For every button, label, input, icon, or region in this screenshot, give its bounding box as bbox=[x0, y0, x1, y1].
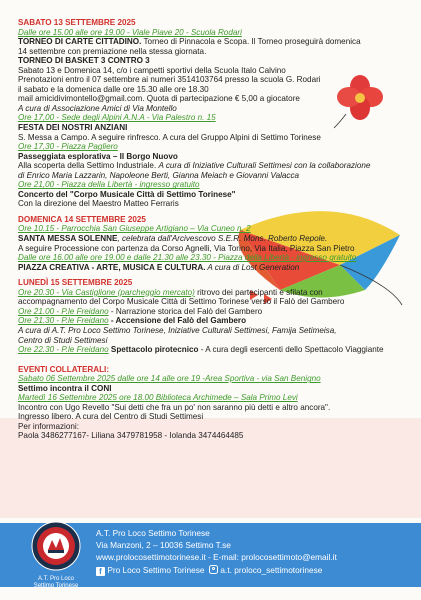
events-line-5: Ingresso libero. A cura del Centro di Studi Settimesi bbox=[18, 412, 204, 422]
mon-line-2: accompagnamento del Corpo Musicale Città di Settimo Torinese verso il Falò del Gambero bbox=[18, 297, 345, 307]
sun-mass-desc: , celebrata dall'Arcivescovo S.E.R. Mons. Roberto Repole. bbox=[117, 234, 328, 244]
sun-line-5 bbox=[18, 263, 410, 273]
mon-fireworks-desc: - A cura degli esercenti dello Spettacolo Viaggiante bbox=[198, 345, 384, 355]
footer-social bbox=[96, 564, 337, 576]
footer-web[interactable]: www.prolocosettimotorinese.it - E-mail: prolocosettimoto@email.it bbox=[96, 552, 337, 563]
sat-walk-title: Passeggiata esplorativa – Il Borgo Nuovo bbox=[18, 151, 178, 161]
mon-line-1 bbox=[18, 288, 410, 298]
sat-time-4: Ore 21,00 - Piazza della Libertà - ingresso gratuito bbox=[18, 180, 200, 190]
mon-desc-1: ritrovo dei partecipanti e sfilata con bbox=[194, 287, 323, 297]
facebook-icon[interactable]: f bbox=[96, 567, 105, 576]
logo-text-2: Settimo Torinese bbox=[33, 583, 79, 589]
sat-line-3: 14 settembre con premiazione nella stessa giornata. bbox=[18, 46, 207, 56]
footer-address: Via Manzoni, 2 – 10036 Settimo T.se bbox=[96, 540, 231, 551]
mon-time-1: Ore 20.30 - Via Castiglione (parcheggio mercato) bbox=[18, 287, 195, 297]
mon-time-2: Ore 21.00 - P.le Freidano bbox=[18, 306, 109, 316]
sat-card-desc: Torneo di Pinnacola e Scopa. Il Torneo proseguirà domenica bbox=[141, 37, 361, 47]
sat-line-19: Con la direzione del Maestro Matteo Ferraris bbox=[18, 199, 179, 209]
sat-line-2 bbox=[18, 37, 410, 47]
mon-line-7 bbox=[18, 345, 410, 355]
sun-piazza-credit: A cura di Lost Generation bbox=[205, 262, 300, 272]
sat-time-1: Dalle ore 15.00 alle ore 19.00 - Viale Piave 20 - Scuola Rodari bbox=[18, 27, 242, 37]
section-heading-sun: DOMENICA 14 SETTEMBRE 2025 bbox=[18, 214, 146, 224]
program bbox=[18, 18, 410, 441]
section-heading-mon: LUNEDÌ 15 SETTEMBRE 2025 bbox=[18, 278, 133, 288]
instagram-icon[interactable] bbox=[209, 565, 218, 574]
mon-desc-2: - Narrazione storica del Falò del Gambero bbox=[108, 306, 263, 316]
mon-line-4 bbox=[18, 316, 410, 326]
mon-time-4: Ore 22.30 - P.le Freidano bbox=[18, 345, 109, 355]
sat-card-title: TORNEO DI CARTE CITTADINO. bbox=[18, 37, 142, 47]
events-coni-title: Settimo incontra il CONI bbox=[18, 383, 112, 393]
events-time-1: Sabato 06 Settembre 2025 dalle ore 14 alle ore 19 -Area Sportiva - via San Benigno bbox=[18, 374, 321, 384]
sat-line-8: mail amicidivimontello@gmail.com. Quota di partecipazione € 5,00 a giocatore bbox=[18, 94, 300, 104]
sat-concert-title: Concerto del "Corpo Musicale Città di Settimo Torinese" bbox=[18, 189, 236, 199]
sat-line-6: Prenotazioni entro il 07 settembre ai numeri 3514103764 presso la scuola G. Rodari bbox=[18, 75, 321, 85]
sat-line-12: S. Messa a Campo. A seguire rinfresco. A cura del Gruppo Alpini di Settimo Torinese bbox=[18, 132, 321, 142]
sun-line-3: A seguire Processione con partenza da Corso Agnelli, Via Torino, Via Italia, Piazza San Pietro bbox=[18, 243, 355, 253]
sun-piazza-title: PIAZZA CREATIVA - ARTE, MUSICA E CULTURA. bbox=[18, 262, 206, 272]
footer bbox=[0, 523, 421, 587]
sat-line-5: Sabato 13 e Domenica 14, c/o i campetti sportivi della Scuola Italo Calvino bbox=[18, 65, 286, 75]
sun-line-2 bbox=[18, 234, 410, 244]
events-time-2: Martedì 16 Settembre 2025 ore 18.00 Biblioteca Archimede – Sala Primo Levi bbox=[18, 393, 298, 403]
section-heading-events: EVENTI COLLATERALI: bbox=[18, 364, 110, 374]
sun-mass-title: SANTA MESSA SOLENNE bbox=[18, 234, 118, 244]
mon-line-5: A cura di A.T. Pro Loco Settimo Torinese, Iniziative Culturali Settimesi, Famija Setimeisa, bbox=[18, 325, 337, 335]
mon-fireworks-title: Spettacolo pirotecnico bbox=[108, 345, 199, 355]
mon-line-3 bbox=[18, 307, 410, 317]
section-heading-sat: SABATO 13 SETTEMBRE 2025 bbox=[18, 18, 136, 27]
sun-time-2: Dalle ore 16.00 alle ore 19.00 e dalle 21.30 alle 23.30 - Piazza della Libertà - ingresso gratuito bbox=[18, 253, 357, 263]
sat-line-9: A cura di Associazione Amici di Via Montello bbox=[18, 103, 177, 113]
footer-facebook[interactable]: Pro Loco Settimo Torinese bbox=[107, 564, 205, 575]
sun-time-1: Ore 10.15 - Parrocchia San Giuseppe Artigiano – Via Cuneo n. 2 bbox=[18, 224, 251, 234]
logo-text-1: A.T. Pro Loco bbox=[37, 576, 75, 582]
footer-org: A.T. Pro Loco Settimo Torinese bbox=[96, 528, 210, 538]
mon-line-6: Centro di Studi Settimesi bbox=[18, 335, 108, 345]
sat-walk-credit: A cura di Iniziative Culturali Settimesi con la collaborazione bbox=[158, 161, 371, 171]
events-line-4: Incontro con Ugo Revello "Sui detti che fra un po' non saranno più detti e altro ancora". bbox=[18, 402, 331, 412]
sat-time-2: Ore 17,00 - Sede degli Alpini A.N.A - Via Palestro n. 15 bbox=[18, 113, 216, 123]
sat-line-15 bbox=[18, 161, 410, 171]
mon-falo-title: - Accensione del Falò del Gambero bbox=[108, 316, 247, 326]
sat-line-16: di Enrico Maria Lazzarin, Napoleone Berti, Gianna Meiach e Giovanni Valacca bbox=[18, 170, 300, 180]
sat-anziani-title: FESTA DEI NOSTRI ANZIANI bbox=[18, 123, 128, 133]
sat-walk-desc: Alla scoperta della Settimo Industriale. bbox=[18, 161, 159, 171]
sat-basket-title: TORNEO DI BASKET 3 CONTRO 3 bbox=[18, 56, 150, 66]
footer-instagram[interactable]: a.t. proloco_settimotorinese bbox=[220, 564, 323, 575]
proloco-logo bbox=[28, 520, 84, 590]
events-line-6: Per informazioni: bbox=[18, 421, 79, 431]
footer-info bbox=[96, 527, 337, 576]
sat-line-7: il sabato e la domenica dalle ore 15.30 alle ore 18.30 bbox=[18, 84, 209, 94]
sat-time-3: Ore 17,30 - Piazza Pagliero bbox=[18, 142, 118, 152]
mon-time-3: Ore 21.30 - P.le Freidano bbox=[18, 316, 109, 326]
events-contacts: Paola 3486277167- Liliana 3479781958 - Iolanda 3474464485 bbox=[18, 431, 244, 441]
